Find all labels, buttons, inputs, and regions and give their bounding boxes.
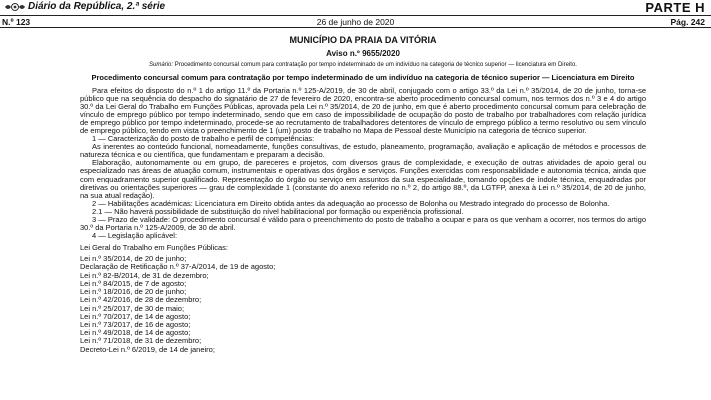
list-item: Lei n.º 82-B/2014, de 31 de dezembro;	[80, 270, 209, 280]
list-item: Lei n.º 70/2017, de 14 de agosto;	[80, 311, 191, 321]
paragraph-elaboration: Elaboração, autonomamente ou em grupo, de pareceres e projetos, com diversos graus de complexidade, e execução de outras atividades de apoio geral ou especializado nas áreas de atuação comum, instrumentais e operativas dos órgãos e serviços. Funções exercidas com responsabilidade e autonomia técnica, ainda que com enquadramento superior qualificado. Representação do órgão ou serviço em assuntos da sua especialidade, tomando opções de índole técnica, enquadradas por diretivas ou orientações superiores — grau de complexidade 1 (constante do anexo referido no n.º 2, do artigo 88.º, da LGTFP, anexa à Lei n.º 35/2014, de 20 de junho, na sua atual redação).	[80, 158, 646, 200]
municipality-heading: MUNICÍPIO DA PRAIA DA VITÓRIA	[289, 35, 437, 45]
header-divider-bottom	[0, 27, 711, 28]
paragraph-section-1: 1 — Caracterização do posto de trabalho e perfil de competências:	[92, 134, 315, 144]
list-item: Lei n.º 49/2018, de 14 de agosto;	[80, 328, 191, 338]
summary	[80, 62, 646, 69]
paragraph-intro: Para efeitos do disposto do n.º 1 do artigo 11.º da Portaria n.º 125-A/2019, de 30 de abril, conjugado com o artigo 33.º da Lei n.º 35/2014, de 20 de junho, torna-se público que na sequência do despacho do signatário de 27 de fevereiro de 2020, encontra-se aberto procedimento concursal comum, nos termos dos n.º 3 e 4 do artigo 30.º da Lei Geral do Trabalho em Funções Públicas, aprovada pela Lei n.º 35/2014, de 20 de junho, em que é aberto procedimento concursal comum para celebração de vínculo de emprego público por tempo indeterminado, sendo que em caso de impossibilidade de ocupação do posto de trabalho por trabalhadores com relação jurídica de emprego público por tempo indeterminado, procede-se ao recrutamento de trabalhadores detentores de vínculo de emprego público a termo resolutivo ou sem vínculo de emprego público, tendo em vista o preenchimento de 1 (um) posto de trabalho no Mapa de Pessoal deste Município na categoria de técnico superior.	[80, 85, 646, 135]
paragraph-functions: As inerentes ao conteúdo funcional, nomeadamente, funções consultivas, de estudo, planeamento, programação, avaliação e aplicação de métodos e processos de natureza técnica e ou científica, que fundamentam e preparam a decisão.	[80, 142, 646, 160]
issue-number: N.º 123	[2, 17, 31, 27]
list-item: Lei n.º 35/2014, de 20 de junho;	[80, 254, 187, 264]
list-item: Lei n.º 73/2017, de 16 de agosto;	[80, 319, 191, 329]
header-divider-top	[0, 15, 711, 16]
procedure-title: Procedimento concursal comum para contratação por tempo indeterminado de um indivíduo na categoria de técnico superior — Licenciatura em Direito	[91, 73, 635, 82]
paragraph-section-4: 4 — Legislação aplicável:	[92, 231, 178, 241]
page-header	[0, 0, 711, 28]
legislation-title: Lei Geral do Trabalho em Funções Públicas:	[80, 243, 228, 253]
issue-date: 26 de junho de 2020	[316, 17, 395, 27]
list-item: Lei n.º 84/2015, de 7 de agosto;	[80, 278, 187, 288]
paragraph-section-2-1: 2.1 — Não haverá possibilidade de substituição do nível habilitacional por formação ou experiência profissional.	[92, 206, 464, 216]
list-item: Lei n.º 42/2016, de 28 de dezembro;	[80, 295, 202, 305]
paragraph-section-3: 3 — Prazo de validade: O procedimento concursal é válido para o preenchimento do posto de trabalho a ocupar e para os que venham a ocorrer, nos termos do artigo 30.º da Portaria n.º 125-A/2009, de 30 de abril.	[80, 215, 646, 233]
list-item: Lei n.º 25/2017, de 30 de maio;	[80, 303, 185, 313]
summary-label: Sumário:	[149, 62, 174, 68]
list-item: Lei n.º 18/2016, de 20 de junho;	[80, 287, 187, 297]
summary-text: Procedimento concursal comum para contratação por tempo indeterminado de um indivíduo na categoria de técnico superior — licenciatura em Direito.	[174, 62, 577, 68]
document-body	[80, 35, 646, 354]
part-label: PARTE H	[645, 0, 705, 15]
law-list	[80, 255, 646, 353]
list-item: Decreto-Lei n.º 6/2019, de 14 de janeiro;	[80, 344, 215, 354]
list-item: Lei n.º 71/2018, de 31 de dezembro;	[80, 336, 202, 346]
notice-number: Aviso n.º 9655/2020	[326, 49, 400, 58]
journal-title: Diário da República, 2.ª série	[28, 1, 166, 12]
page-number: Pág. 242	[670, 17, 705, 27]
paragraph-section-2: 2 — Habilitações académicas: Licenciatura em Direito obtida antes da adequação ao processo de Bolonha ou Mestrado integrado do processo de Bolonha.	[92, 198, 610, 208]
list-item: Declaração de Retificação n.º 37-A/2014, de 19 de agosto;	[80, 262, 276, 272]
republic-coat-of-arms-icon	[4, 2, 26, 12]
